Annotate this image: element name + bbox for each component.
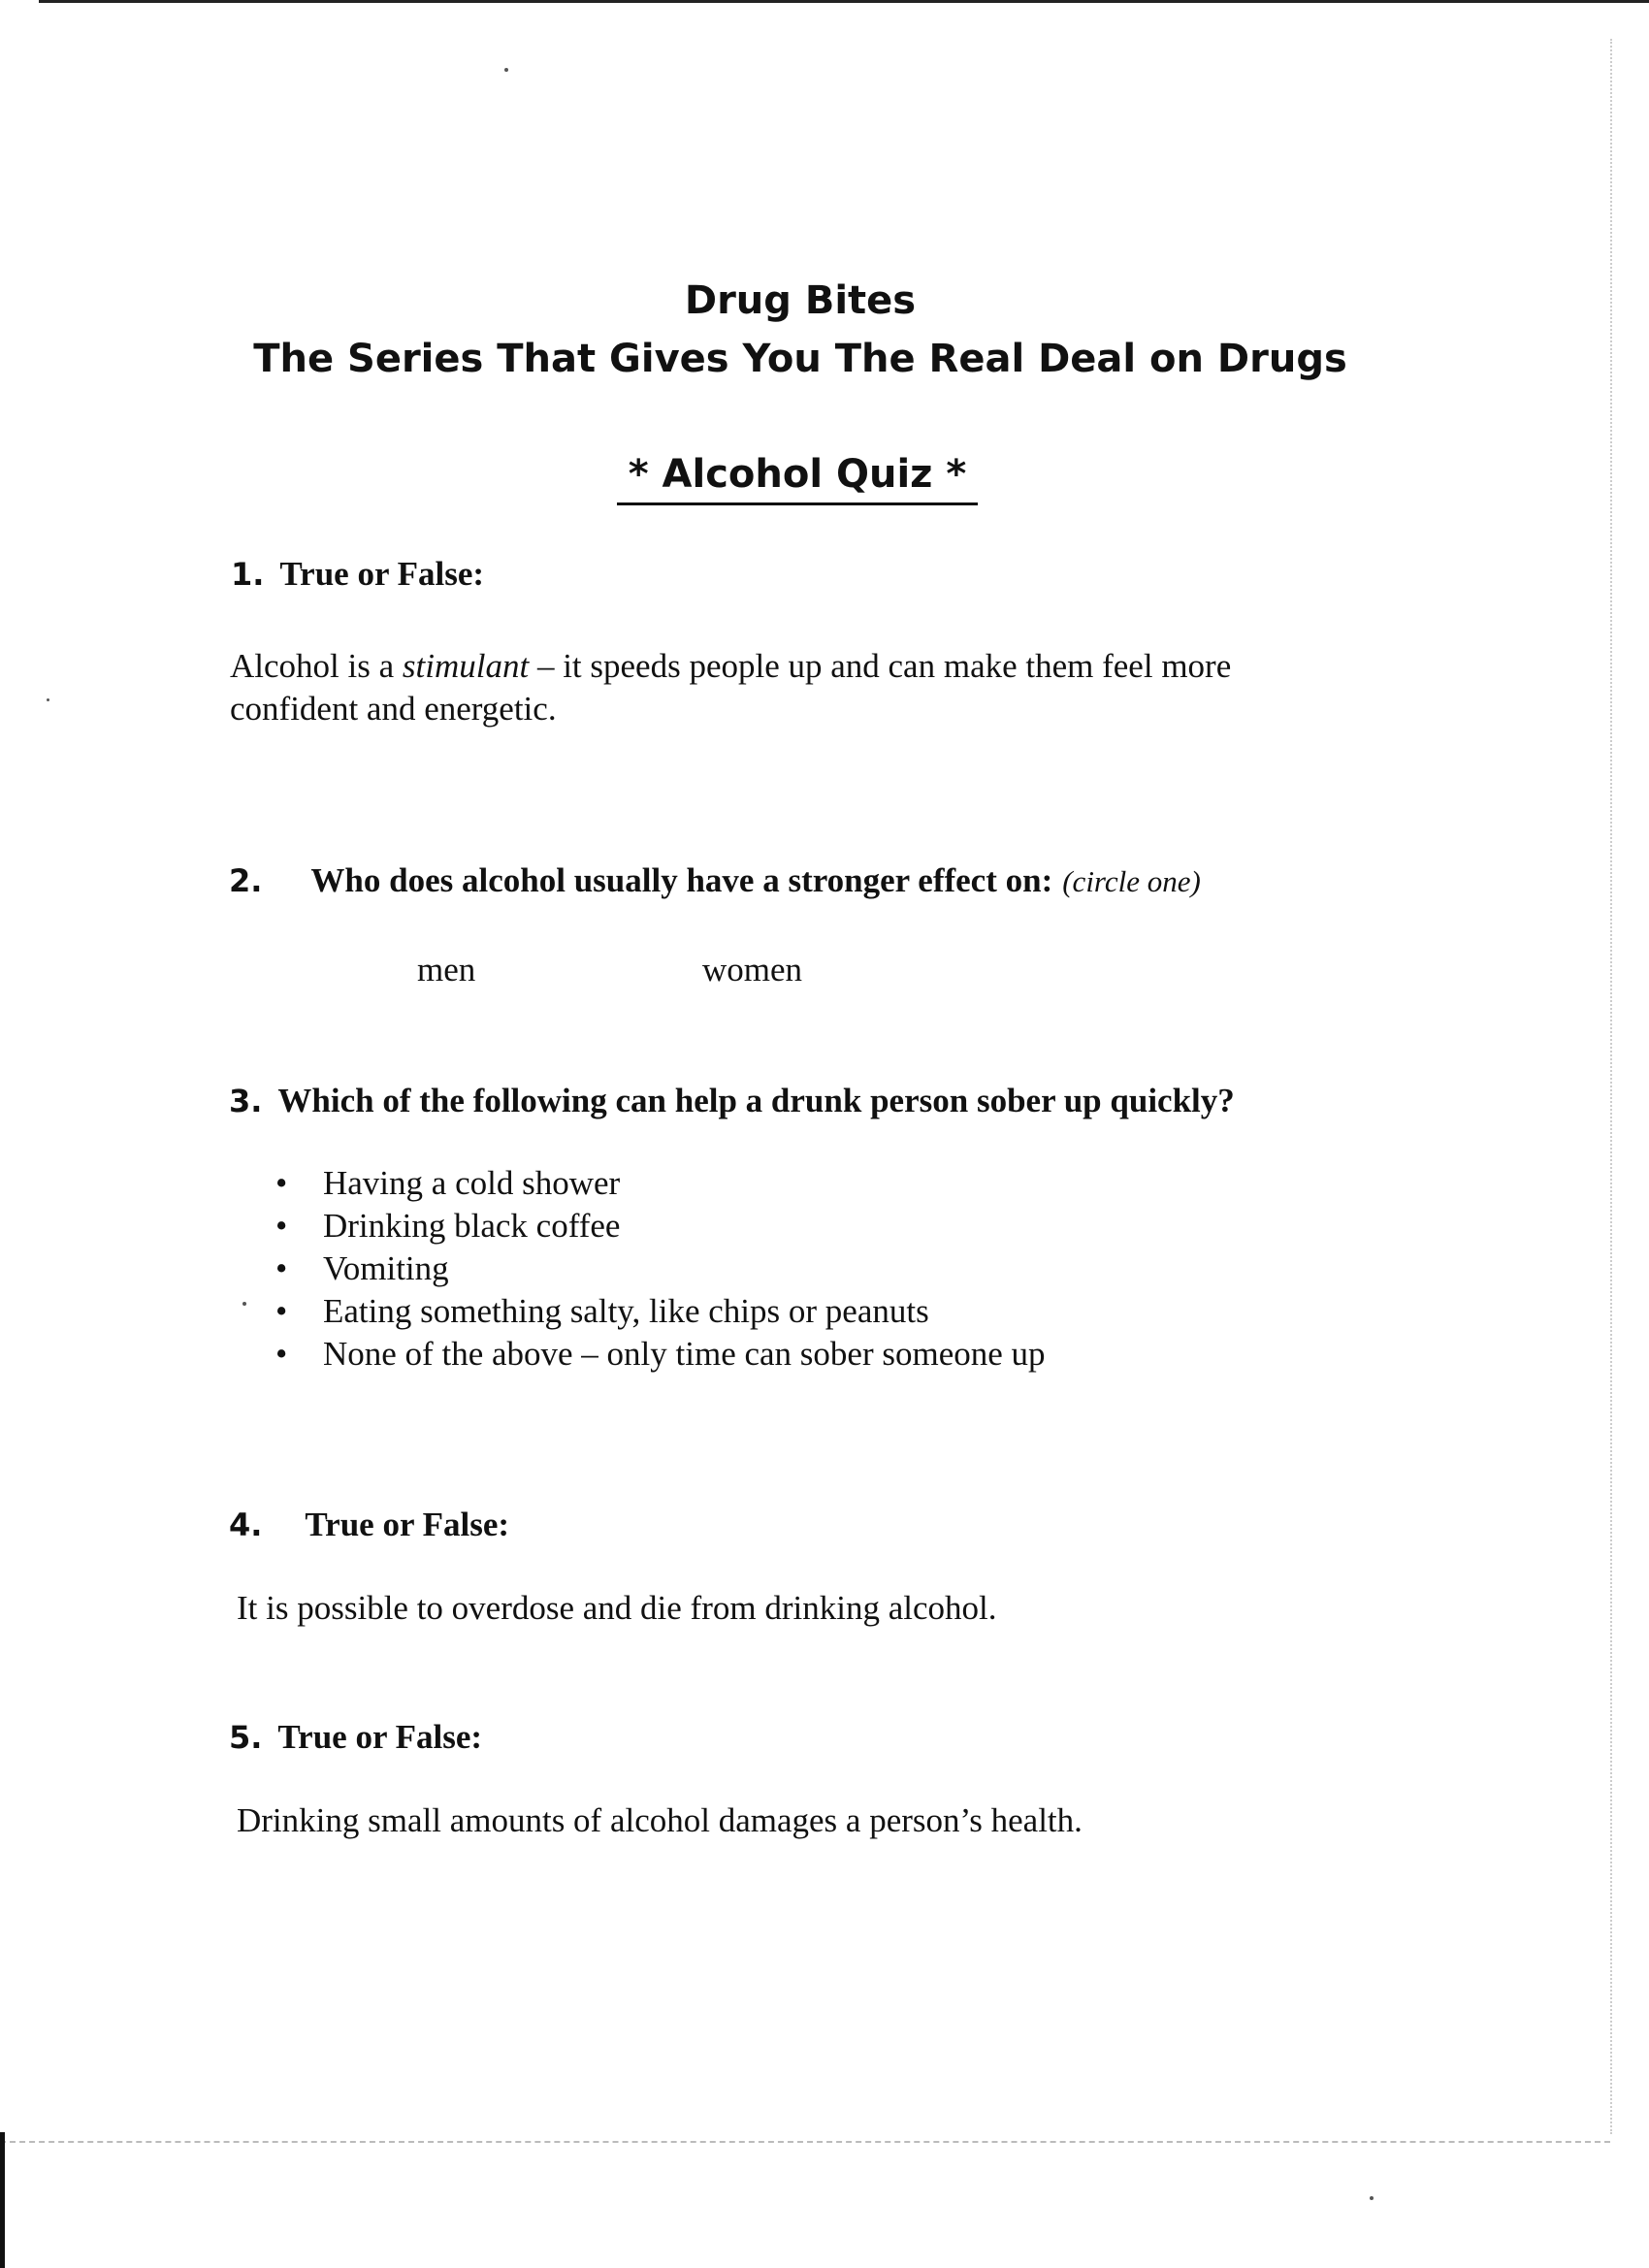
scan-speck <box>504 68 508 72</box>
scan-edge-top <box>39 0 1649 3</box>
page-subtitle: The Series That Gives You The Real Deal on Drugs <box>253 337 1347 381</box>
choice-men: men <box>417 951 476 988</box>
question-1-statement: Alcohol is a stimulant – it speeds people up and can make them feel more confident and energetic. <box>230 647 1232 728</box>
question-number: 1. <box>231 556 265 593</box>
question-5-statement: Drinking small amounts of alcohol damages a person’s health. <box>237 1801 1083 1839</box>
question-label: Who does alcohol usually have a stronger effect on: <box>310 861 1053 899</box>
list-item: • Vomiting <box>275 1247 1046 1290</box>
scan-edge-left <box>0 2132 5 2268</box>
emphasis-stimulant: stimulant <box>402 647 530 685</box>
question-label: True or False: <box>305 1506 510 1543</box>
scan-edge-bottom <box>0 2141 1610 2143</box>
question-number: 4. <box>229 1507 263 1543</box>
list-item: • None of the above – only time can sober someone up <box>275 1333 1046 1376</box>
question-hint: (circle one) <box>1062 864 1201 898</box>
scan-speck <box>1370 2196 1374 2200</box>
scan-edge-right <box>1610 39 1612 2134</box>
list-item: • Having a cold shower <box>275 1162 1046 1205</box>
question-1-heading <box>231 555 484 594</box>
list-item: • Drinking black coffee <box>275 1205 1046 1247</box>
question-label: True or False: <box>277 1718 483 1756</box>
question-4-statement: It is possible to overdose and die from drinking alcohol. <box>237 1589 997 1627</box>
question-number: 5. <box>229 1719 263 1756</box>
question-3-heading <box>229 1082 1235 1120</box>
scan-speck <box>242 1302 246 1306</box>
question-label: Which of the following can help a drunk person sober up quickly? <box>277 1082 1235 1119</box>
question-4-heading <box>229 1506 509 1544</box>
question-5-heading <box>229 1718 482 1757</box>
question-number: 3. <box>229 1083 263 1119</box>
scan-speck <box>47 698 49 701</box>
question-3-options <box>275 1162 1046 1376</box>
list-item: • Eating something salty, like chips or peanuts <box>275 1290 1046 1333</box>
quiz-title: * Alcohol Quiz * <box>617 450 978 505</box>
question-2-heading <box>229 861 1201 900</box>
question-label: True or False: <box>279 555 485 593</box>
question-number: 2. <box>229 862 263 899</box>
choice-women: women <box>702 951 803 988</box>
page-title: Drug Bites <box>684 278 917 323</box>
